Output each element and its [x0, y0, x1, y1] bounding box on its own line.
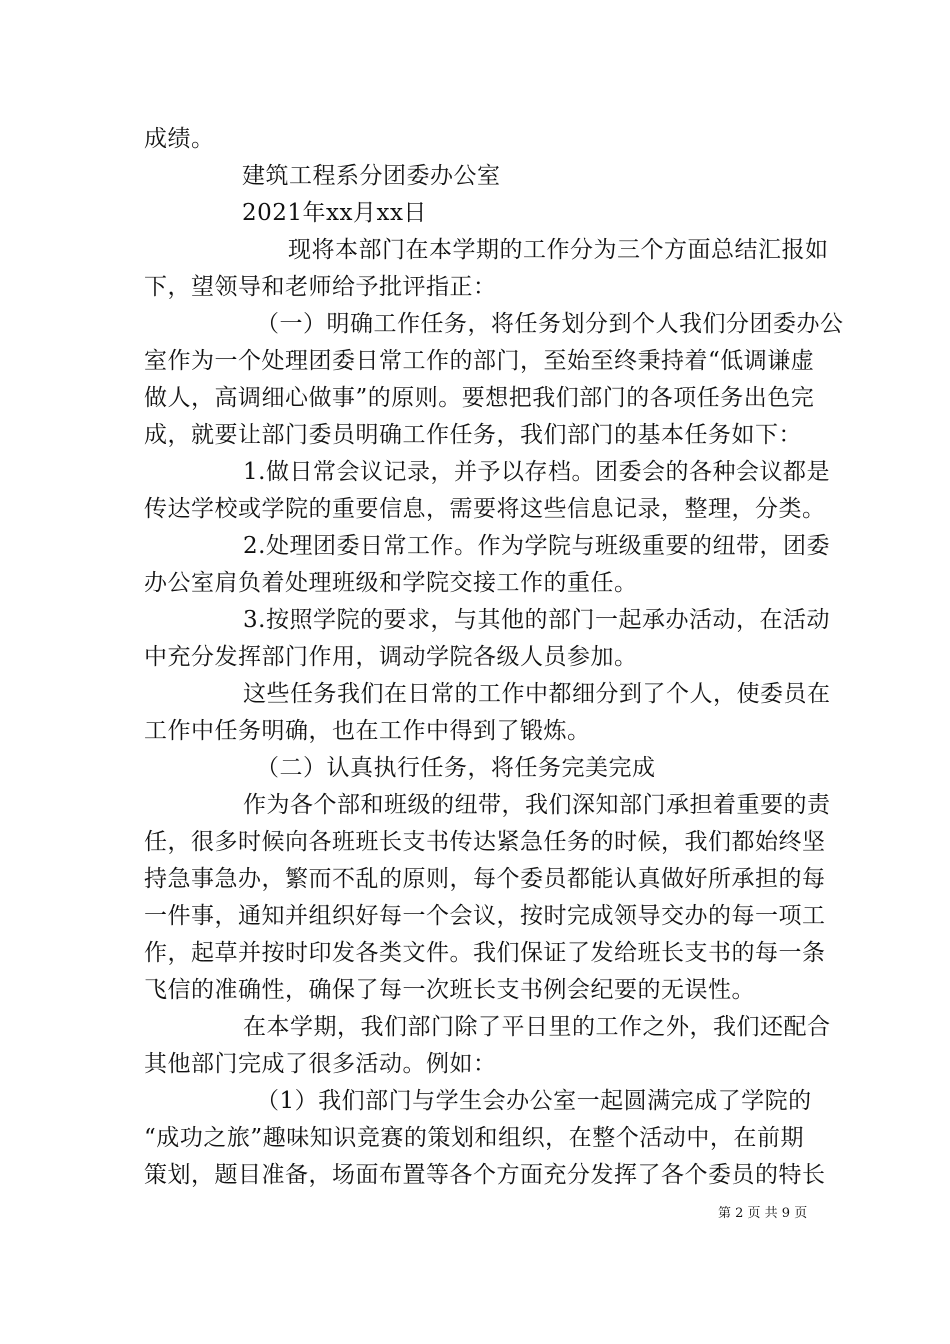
signature-office: 建筑工程系分团委办公室 [242, 163, 501, 189]
list-item: （1）我们部门与学生会办公室一起圆满完成了学院的 [256, 1088, 812, 1114]
text-line: 室作为一个处理团委日常工作的部门，至始至终秉持着“低调谦虚 [144, 348, 815, 374]
text-line: “成功之旅”趣味知识竞赛的策划和组织，在整个活动中，在前期 [144, 1125, 804, 1151]
text-line: 做人，高调细心做事”的原则。要想把我们部门的各项任务出色完 [144, 385, 815, 411]
list-item: 3.按照学院的要求，与其他的部门一起承办活动，在活动 [243, 607, 830, 633]
text-line: 成绩。 [144, 126, 215, 152]
section-heading-1: （一）明确工作任务，将任务划分到个人我们分团委办公 [256, 311, 844, 337]
text-line: 在本学期，我们部门除了平日里的工作之外，我们还配合 [243, 1014, 831, 1040]
text-line: 其他部门完成了很多活动。例如： [144, 1051, 497, 1077]
text-line: 办公室肩负着处理班级和学院交接工作的重任。 [144, 570, 638, 596]
text-line: 现将本部门在本学期的工作分为三个方面总结汇报如 [288, 237, 829, 263]
page-number: 第 2 页 共 9 页 [718, 1206, 808, 1221]
text-line: 下，望领导和老师给予批评指正： [144, 274, 497, 300]
text-line: 这些任务我们在日常的工作中都细分到了个人，使委员在 [243, 681, 831, 707]
list-item: 1.做日常会议记录，并予以存档。团委会的各种会议都是 [243, 459, 830, 485]
text-line: 传达学校或学院的重要信息，需要将这些信息记录，整理，分类。 [144, 496, 826, 522]
text-line: 任，很多时候向各班班长支书传达紧急任务的时候，我们都始终坚 [144, 829, 826, 855]
list-item: 2.处理团委日常工作。作为学院与班级重要的纽带，团委 [243, 533, 830, 559]
section-heading-2: （二）认真执行任务，将任务完美完成 [256, 755, 656, 781]
text-line: 一件事，通知并组织好每一个会议，按时完成领导交办的每一项工 [144, 903, 826, 929]
text-line: 作，起草并按时印发各类文件。我们保证了发给班长支书的每一条 [144, 940, 826, 966]
text-line: 成，就要让部门委员明确工作任务，我们部门的基本任务如下： [144, 422, 802, 448]
text-line: 持急事急办，繁而不乱的原则，每个委员都能认真做好所承担的每 [144, 866, 826, 892]
signature-date: 2021年xx月xx日 [242, 200, 427, 226]
text-line: 中充分发挥部门作用，调动学院各级人员参加。 [144, 644, 638, 670]
text-line: 策划，题目准备，场面布置等各个方面充分发挥了各个委员的特长 [144, 1162, 826, 1188]
text-line: 工作中任务明确，也在工作中得到了锻炼。 [144, 718, 591, 744]
text-line: 作为各个部和班级的纽带，我们深知部门承担着重要的责 [243, 792, 831, 818]
text-line: 飞信的准确性，确保了每一次班长支书例会纪要的无误性。 [144, 977, 755, 1003]
